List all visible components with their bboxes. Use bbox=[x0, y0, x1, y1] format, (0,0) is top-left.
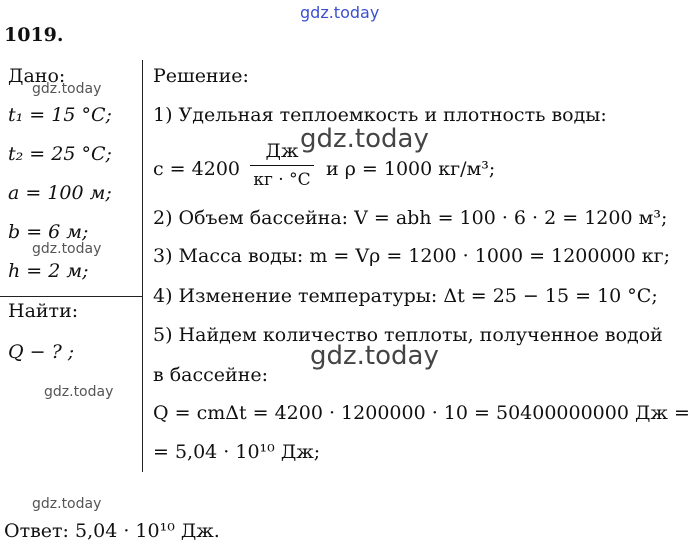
horizontal-divider bbox=[0, 296, 142, 297]
fraction-j-per-kg-c bbox=[250, 136, 314, 192]
given-a: a = 100 м; bbox=[8, 182, 112, 204]
given-t1: t₁ = 15 °C; bbox=[8, 104, 112, 126]
solution-step-5-formula-2: = 5,04 · 10¹⁰ Дж; bbox=[153, 441, 321, 463]
fraction-bar bbox=[250, 165, 314, 166]
solution-step-3: 3) Масса воды: m = Vρ = 1200 · 1000 = 1200000 кг; bbox=[153, 245, 670, 267]
given-t2: t₂ = 25 °C; bbox=[8, 143, 112, 165]
watermark-big-1: gdz.today bbox=[300, 124, 429, 154]
watermark-given-2: gdz.today bbox=[32, 241, 102, 257]
answer: Ответ: 5,04 · 10¹⁰ Дж. bbox=[4, 520, 220, 542]
solution-step-5-line-1: 5) Найдем количество теплоты, полученное водой bbox=[153, 324, 663, 346]
watermark-top: gdz.today bbox=[300, 3, 380, 22]
vertical-divider bbox=[142, 60, 143, 472]
solution-heading: Решение: bbox=[153, 65, 249, 87]
problem-number bbox=[4, 24, 64, 46]
problem-number-value: 1019 bbox=[4, 24, 57, 46]
watermark-given-1: gdz.today bbox=[32, 81, 102, 97]
find-value: Q − ? ; bbox=[8, 341, 75, 363]
solution-step-2: 2) Объем бассейна: V = abh = 100 · 6 · 2 = 1200 м³; bbox=[153, 207, 668, 229]
fraction-denominator: кг · °C bbox=[253, 170, 311, 190]
solution-step-5-line-2: в бассейне: bbox=[153, 364, 269, 386]
find-heading: Найти: bbox=[8, 300, 79, 322]
watermark-bottom: gdz.today bbox=[32, 496, 102, 512]
solution-step-5-formula-1: Q = cmΔt = 4200 · 1200000 · 10 = 50400000000 Дж = bbox=[153, 402, 690, 424]
given-h: h = 2 м; bbox=[8, 260, 89, 282]
given-heading: Дано: bbox=[8, 65, 66, 87]
watermark-big-2: gdz.today bbox=[310, 341, 439, 371]
fraction-numerator: Дж bbox=[265, 140, 299, 162]
problem-number-dot: . bbox=[56, 24, 64, 46]
solution-step-4: 4) Изменение температуры: Δt = 25 − 15 = 10 °C; bbox=[153, 285, 658, 307]
solution-step-1: 1) Удельная теплоемкость и плотность воды: bbox=[153, 104, 607, 126]
given-b: b = 6 м; bbox=[8, 221, 89, 243]
watermark-left-3: gdz.today bbox=[44, 384, 114, 400]
step1-formula-left: c = 4200 bbox=[153, 158, 240, 180]
step1-formula-right: и ρ = 1000 кг/м³; bbox=[326, 158, 496, 180]
